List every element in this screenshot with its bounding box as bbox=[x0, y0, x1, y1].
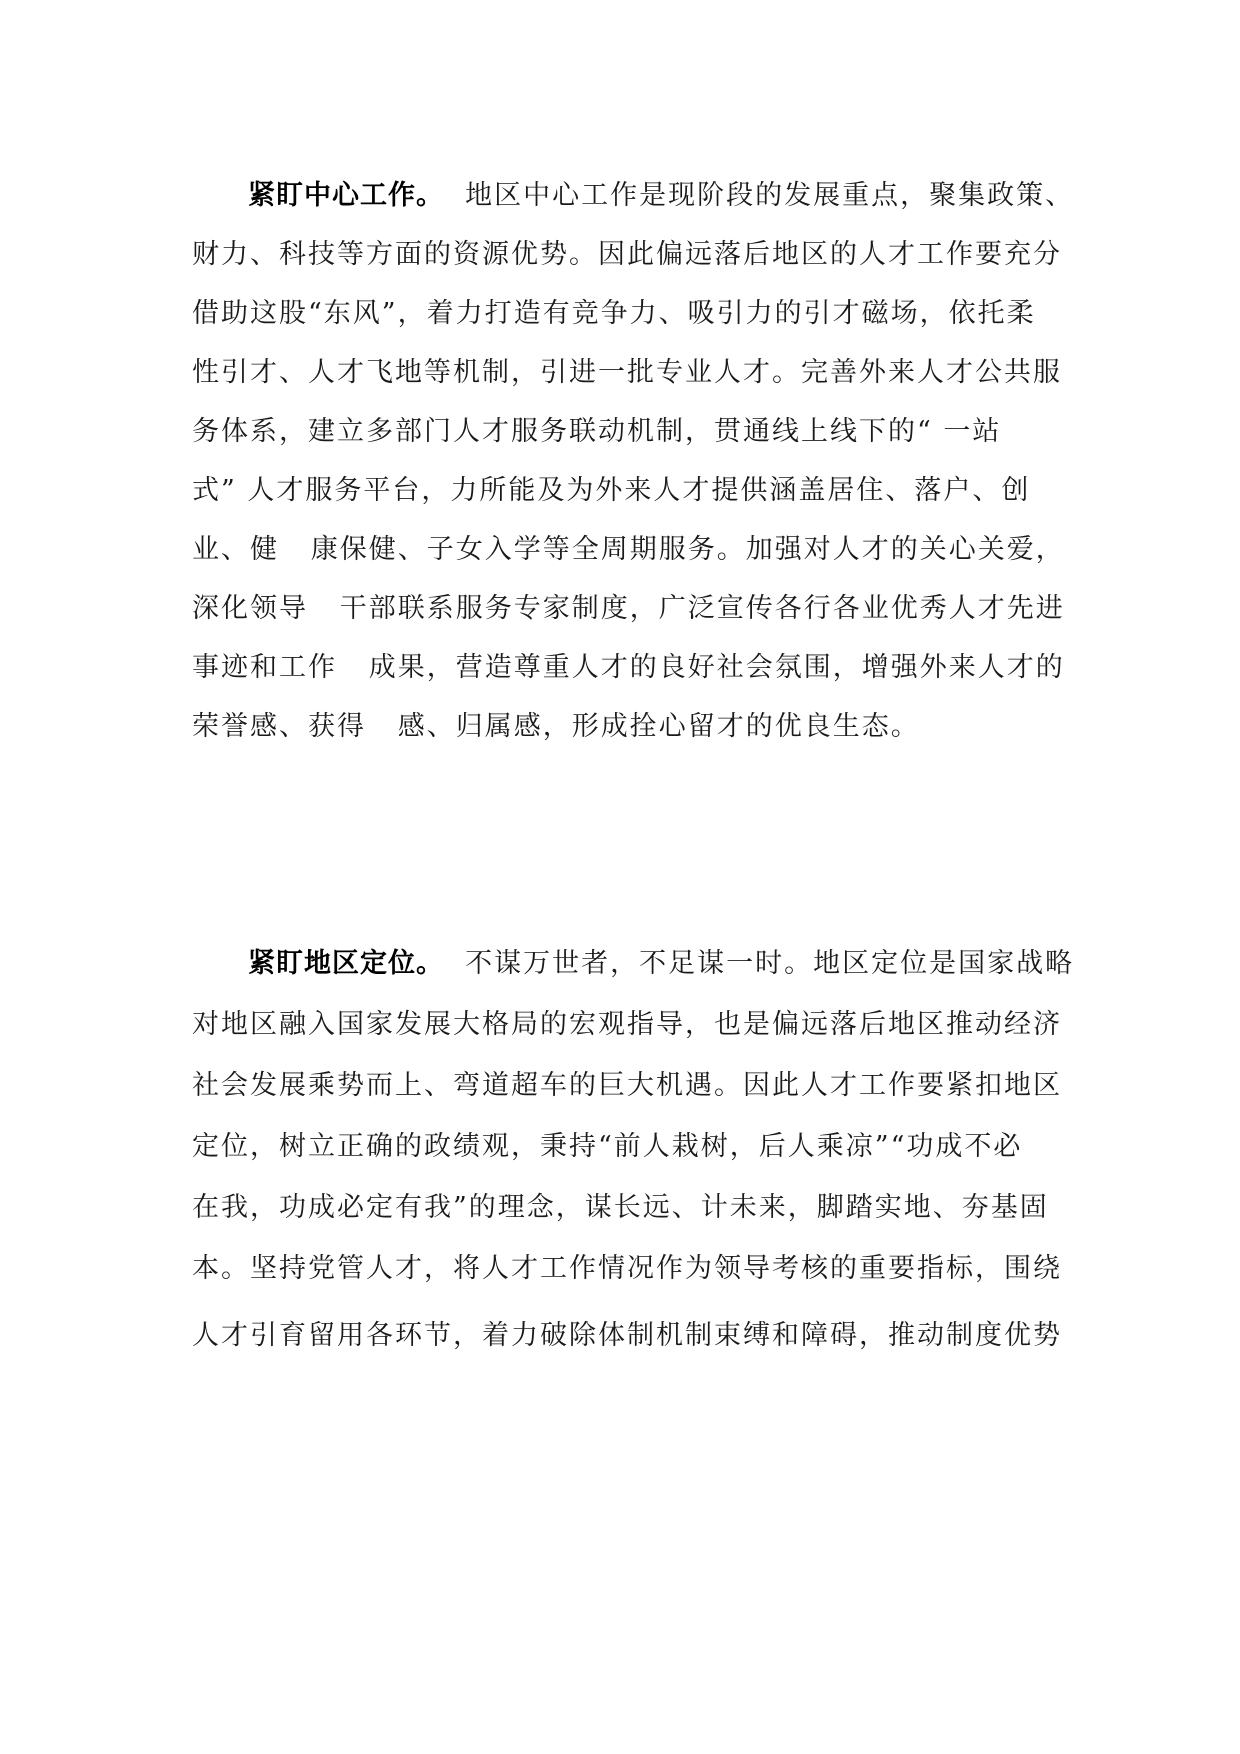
text-line: 借助这股“东风”，着力打造有竞争力、吸引力的引才磁场，依托柔 bbox=[192, 298, 1036, 329]
text-line: 深化领导 干部联系服务专家制度，广泛宣传各行各业优秀人才先进 bbox=[192, 593, 1065, 624]
text-line: 务体系，建立多部门人才服务联动机制，贯通线上线下的“ 一站 bbox=[192, 416, 1002, 447]
text-line: 本。坚持党管人才，将人才工作情况作为领导考核的重要指标，围绕 bbox=[192, 1253, 1062, 1284]
text-line: 业、健 康保健、子女入学等全周期服务。加强对人才的关心关爱， bbox=[192, 534, 1065, 565]
paragraph-lead-heading: 紧盯中心工作。 bbox=[248, 180, 444, 211]
text-line-content: 不谋万世者，不足谋一时。地区定位是国家战略 bbox=[444, 948, 1075, 979]
text-line: 事迹和工作 成果，营造尊重人才的良好社会氛围，增强外来人才的 bbox=[192, 652, 1065, 683]
text-line: 对地区融入国家发展大格局的宏观指导，也是偏远落后地区推动经济 bbox=[192, 1009, 1062, 1040]
paragraph-lead-heading: 紧盯地区定位。 bbox=[248, 948, 444, 979]
text-line: 社会发展乘势而上、弯道超车的巨大机遇。因此人才工作要紧扣地区 bbox=[192, 1070, 1062, 1101]
text-line-content: 地区中心工作是现阶段的发展重点，聚集政策、 bbox=[444, 180, 1075, 211]
text-line: 定位，树立正确的政绩观，秉持“前人栽树，后人乘凉”“功成不必 bbox=[192, 1131, 1023, 1162]
text-line: 财力、科技等方面的资源优势。因此偏远落后地区的人才工作要充分 bbox=[192, 239, 1062, 270]
text-line: 在我，功成必定有我”的理念，谋长远、计未来，脚踏实地、夯基固 bbox=[192, 1192, 1049, 1223]
text-line bbox=[248, 176, 1074, 216]
text-line: 人才引育留用各环节，着力破除体制机制束缚和障碍，推动制度优势 bbox=[192, 1320, 1062, 1351]
text-line bbox=[248, 944, 1074, 984]
text-line: 性引才、人才飞地等机制，引进一批专业人才。完善外来人才公共服 bbox=[192, 357, 1062, 388]
text-line: 式” 人才服务平台，力所能及为外来人才提供涵盖居住、落户、创 bbox=[192, 475, 1031, 506]
text-line: 荣誉感、获得 感、归属感，形成拴心留才的优良生态。 bbox=[192, 711, 920, 742]
